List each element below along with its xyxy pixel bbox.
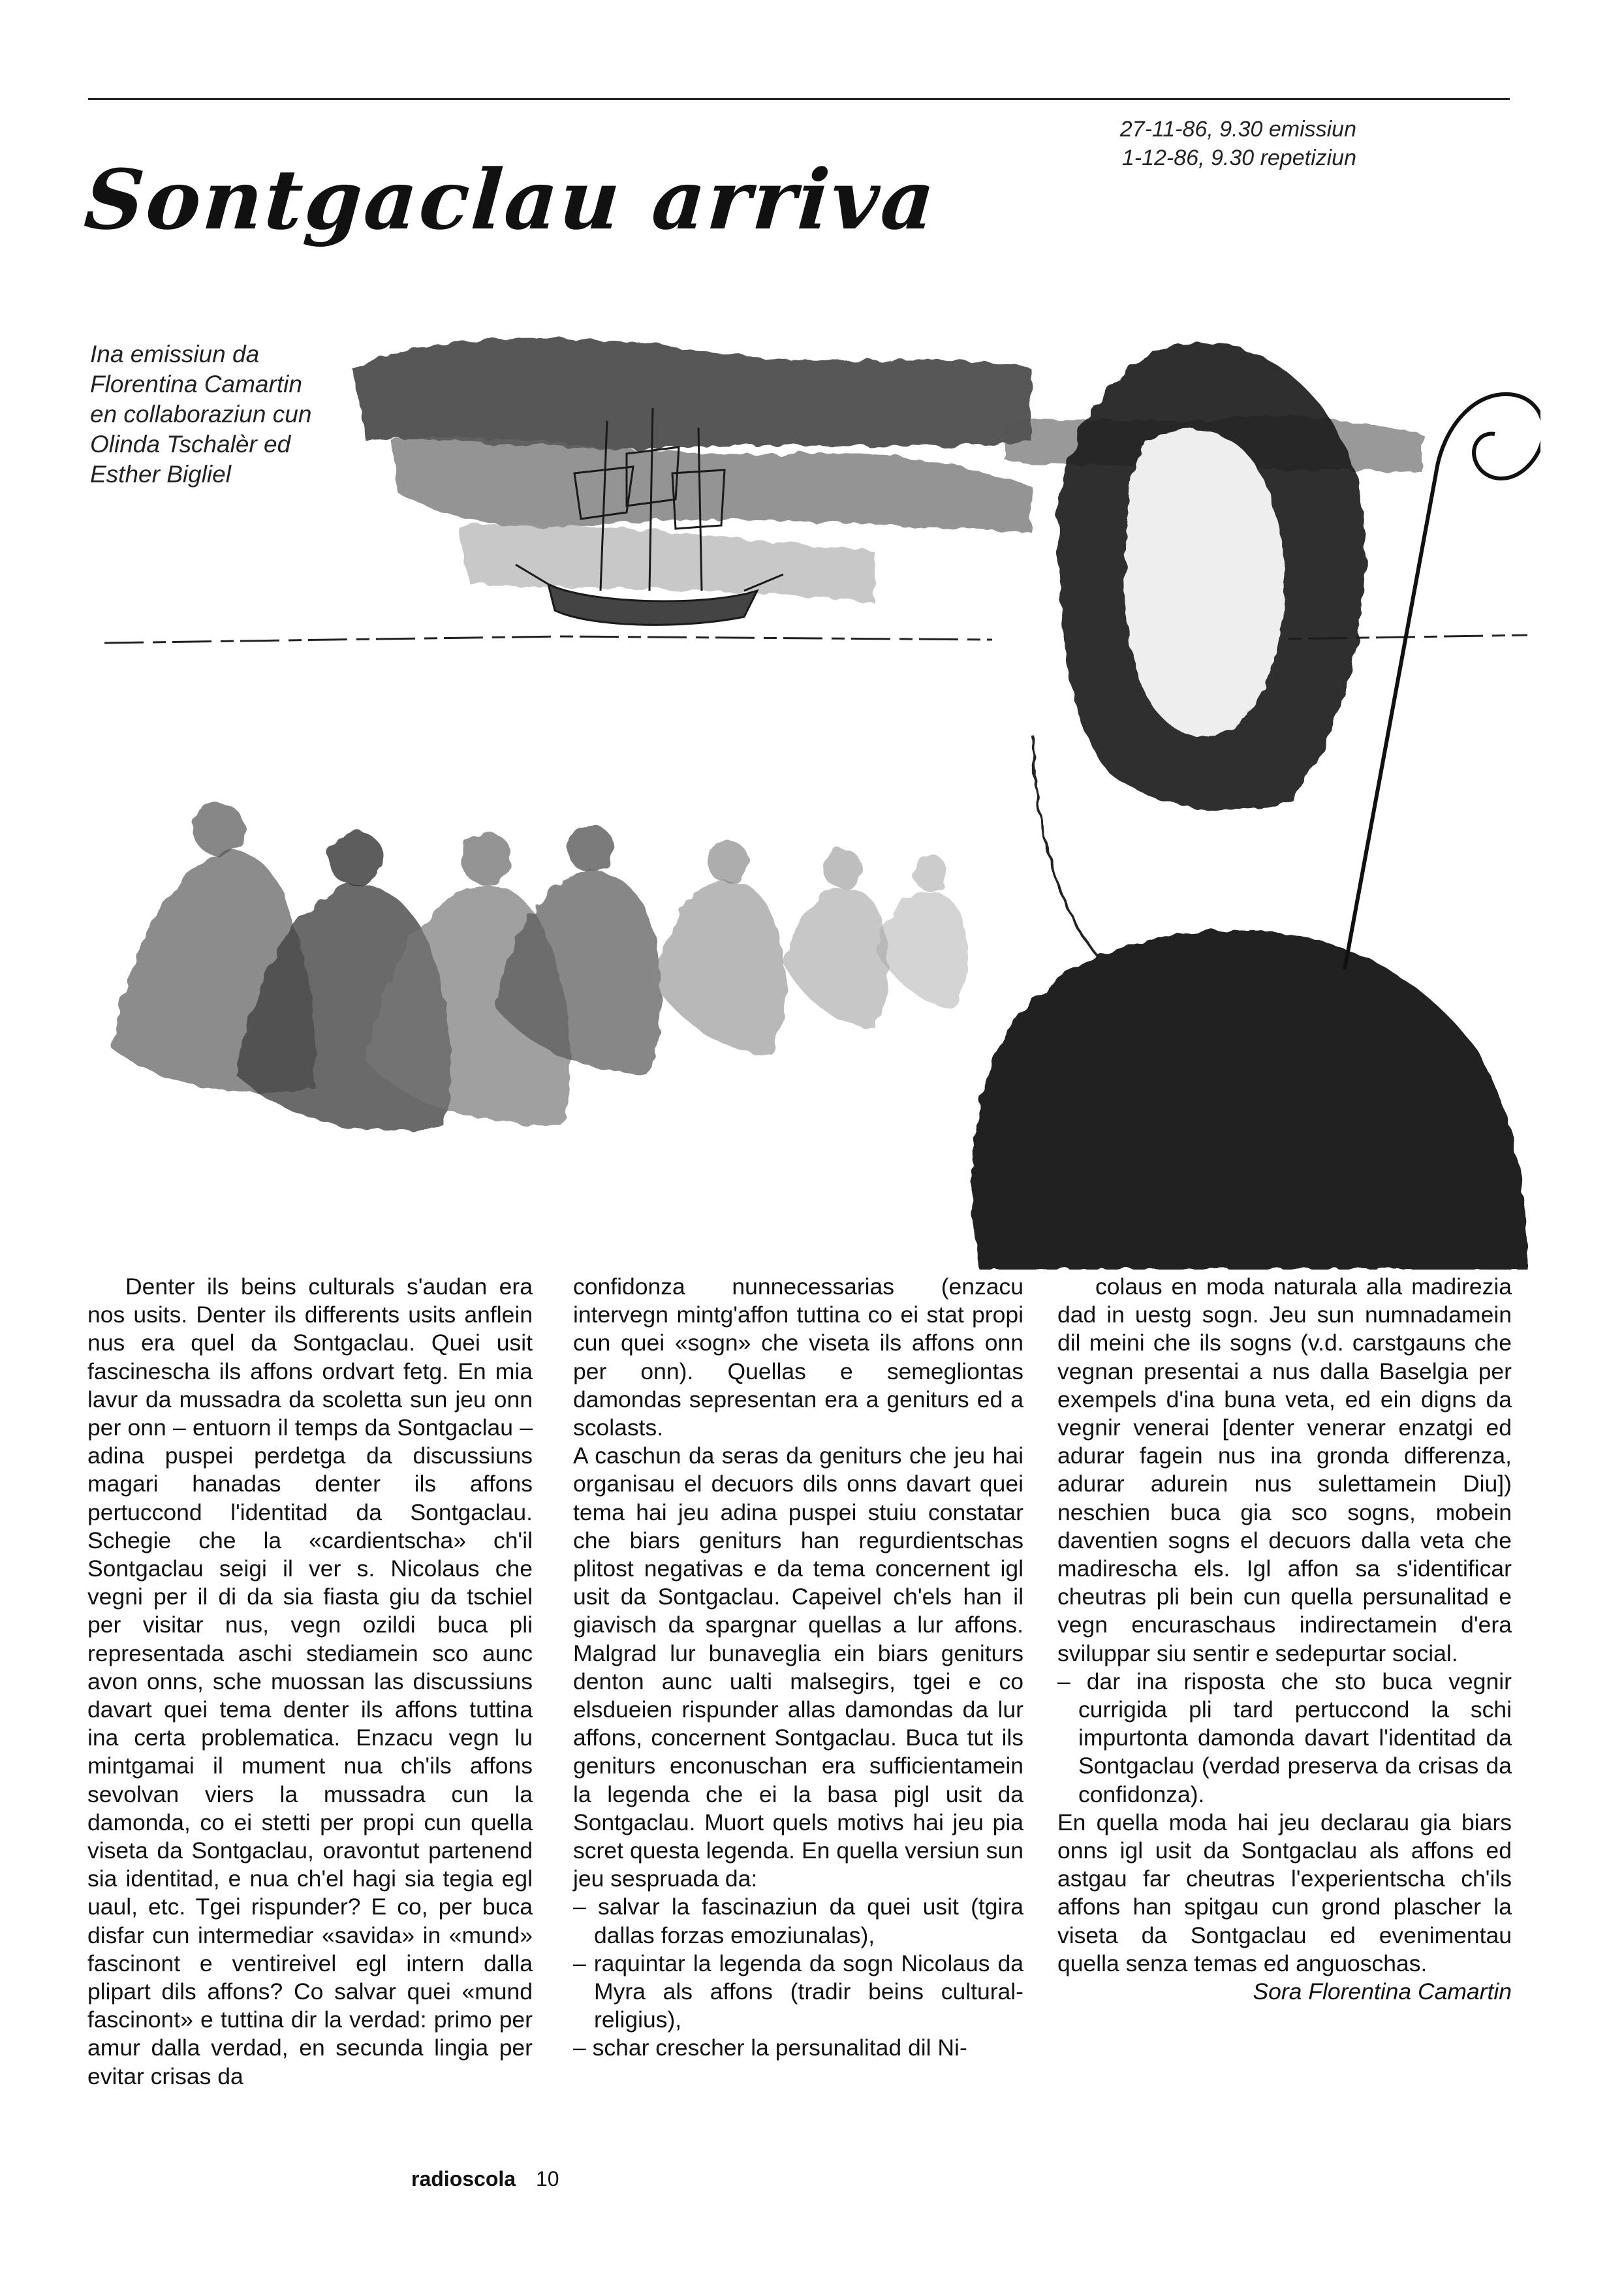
crowd-of-children — [111, 803, 968, 1131]
column-3 — [1057, 1273, 1512, 2006]
list-item: – schar crescher la persunalitad dil Ni- — [573, 2035, 967, 2061]
list-item: – raquintar la legenda da sogn Nicolaus da Myra als affons (tradir beins cultural-religius), — [573, 1950, 1023, 2033]
column-2 — [573, 1273, 1023, 2063]
list-item: – salvar la fascinaziun da quei usit (tgira dallas forzas emoziunalas), — [573, 1894, 1023, 1948]
column-1 — [87, 1273, 533, 2091]
list-item: – dar ina risposta che sto buca vegnir currigida pli tard pertuccond la schi impurtonta damonda davart l'identitad da Sontgaclau (verdad preserva da crisas da confidonza). — [1057, 1668, 1512, 1807]
page-number: 10 — [535, 2167, 559, 2191]
credits-line: Ina emissiun da — [90, 341, 260, 367]
publication-name: radioscola — [411, 2167, 516, 2191]
paragraph: Denter ils beins culturals s'audan era nos usits. Denter ils differents usits anflein nus era quel da Sontgaclau. Quei usit fascinescha ils affons ordvart fetg. En mia lavur da mussadra da scoletta sun jeu onn per onn – entuorn il temps da Sontgaclau – adina puspei perdetga da discussiuns magari hanadas denter ils affons pertuccond l'identitad da Sontgaclau. Schegie che la «cardientscha» ch'il Sontgaclau seigi il ver s. Nicolaus che vegni per il di da sia fiasta giu da tschiel per visitar nus, vegn ozildi buca pli representada aschi stediamein sco aunc avon onns, sche muossan las discussiuns davart quei tema denter ils affons tuttina ina certa problematica. Enzacu vegn lu mintgamai il mument nua ch'ils affons sevolvan viers la mussadra cun la damonda, co ei stetti per propi cun quella viseta da Sontgaclau, oravontut partenend sia identitad, e nua ch'el hagi sia tegia egl uaul, etc. Tgei rispunder? E co, per buca disfar cun intermediar «savida» in «mund» fascinont e ventireivel egl intern dalla plipart dils affons? Co salvar quei «mund fascinont» e tuttina dir la verdad: primo per amur dalla verdad, en secunda lingia per evitar crisas da — [87, 1273, 533, 2089]
article-body — [0, 1273, 1624, 2187]
credits-line: Esther Bigliel — [90, 461, 231, 488]
author-signature: Sora Florentina Camartin — [1253, 1978, 1512, 2005]
top-rule — [88, 98, 1510, 100]
paragraph: colaus en moda naturala alla madirezia dad in uestg sogn. Jeu sun numnadamein dil meini che ils sogns (v.d. carstgauns che vegnan presentai a nus dalla Baselgia per exempels d'ina buna veta, ed ein digns da vegnir venerai [denter venerar enzatgi ed adurar fagein nus ina gronda differenza, adurar adurein nus sulettamein Diu]) neschien buca gia sco sogns, mobein daventien sogns el decuors dalla veta che madirescha els. Igl affon sa s'identificar cheutras pli bein cun quella persunalitad e vegn encuraschaus indirectamein d'era sviluppar siu sentir e sedepurtar social. — [1057, 1273, 1512, 1666]
credits-line: Olinda Tschalèr ed — [90, 431, 291, 458]
bishop-figure — [971, 343, 1527, 1270]
credits-line: Florentina Camartin — [90, 371, 302, 398]
credits-line: en collaboraziun cun — [90, 401, 312, 428]
page-footer — [411, 2167, 559, 2191]
paragraph: En quella moda hai jeu declarau gia biars onns igl usit da Sontgaclau als affons ed astgau far cheutras l'experientscha ch'ils affons han spitgau cun grond plascher la viseta da Sontgaclau ed evenimentau quella senza temas ed anguoschas. — [1057, 1809, 1512, 1976]
rebroadcast-date-line: 1-12-86, 9.30 repetiziun — [1121, 146, 1356, 170]
crozier-staff — [1345, 394, 1540, 969]
broadcast-dates — [1120, 115, 1356, 172]
article-title: Sontgaclau arriva — [81, 151, 940, 248]
paragraph: A caschun da seras da geniturs che jeu hai organisau el decuors dils onns davart quei tema hai jeu adina puspei stuiu constatar che biars geniturs han regurdientschas plitost negativas e da tema concernent igl usit da Sontgaclau. Capeivel ch'els han il giavisch da spargnar quellas a lur affons. Malgrad lur bunaveglia ein biars geniturs denton aunc ualti malsegirs, tgei e co elsdueien rispunder allas damondas da lur affons, concernent Sontgaclau. Buca tut ils geniturs enconuschan era sufficientamein la legenda che ei la basa pigl usit da Sontgaclau. Muort quels motivs hai jeu pia scret questa legenda. En quella versiun sun jeu sespruada da: — [573, 1443, 1023, 1892]
broadcast-date-line: 27-11-86, 9.30 emissiun — [1119, 117, 1356, 142]
paragraph: confidonza nunnecessarias (enzacu intervegn mintg'affon tuttina co ei stat propi cun quei «sogn» che viseta ils affons onn per onn). Quellas e semegliontas damondas sepresentan era a geniturs ed a scolasts. — [573, 1273, 1023, 1441]
ink-drawing-st-nicholas-ship-icon — [91, 277, 1540, 1270]
